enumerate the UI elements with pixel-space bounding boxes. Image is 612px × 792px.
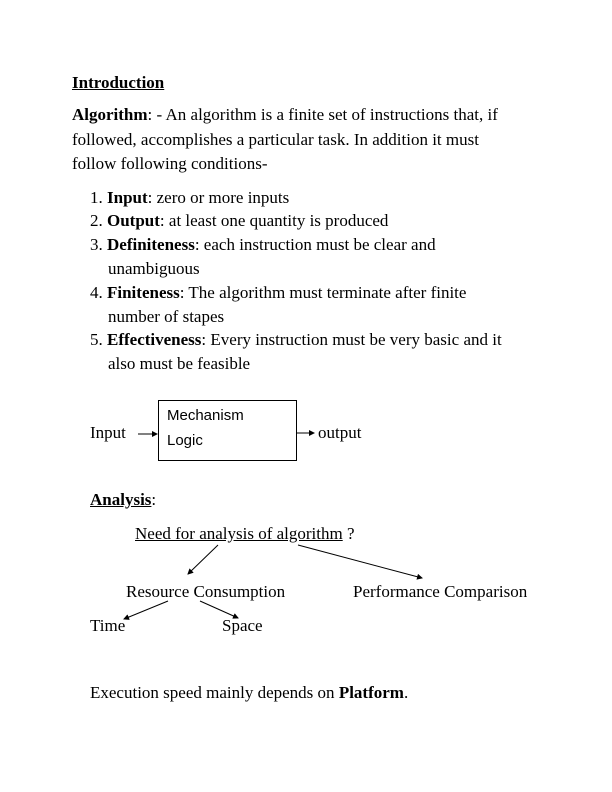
condition-item-3-continued: unambiguous: [108, 259, 200, 278]
algorithm-paragraph-line-2: followed, accomplishes a particular task. In addition it must: [72, 130, 479, 149]
analysis-question: Need for analysis of algorithm: [135, 524, 343, 543]
arrow-to-resource: [188, 545, 218, 574]
diagram-output-label: output: [318, 423, 362, 442]
statement-text: Execution speed mainly depends on: [90, 683, 339, 702]
diagram-box-line-2: Logic: [167, 432, 203, 449]
algorithm-paragraph-line-3: follow following conditions-: [72, 154, 268, 173]
condition-term: Definiteness: [107, 235, 195, 254]
condition-number: 3.: [90, 235, 103, 254]
resource-consumption-node: Resource Consumption: [126, 582, 286, 601]
time-node: Time: [90, 616, 126, 635]
arrow-to-space: [200, 601, 238, 618]
diagram-input-label: Input: [90, 423, 126, 442]
condition-item-5-continued: also must be feasible: [108, 354, 251, 373]
analysis-title: Analysis: [90, 490, 152, 509]
condition-number: 2.: [90, 211, 103, 230]
condition-item-4-continued: number of stapes: [108, 307, 225, 326]
condition-term: Input: [107, 188, 148, 207]
performance-comparison-node: Performance Comparison: [353, 582, 528, 601]
condition-term: Finiteness: [107, 283, 180, 302]
statement-period: .: [403, 683, 409, 702]
algorithm-term: Algorithm: [72, 105, 148, 124]
condition-term: Effectiveness: [107, 330, 202, 349]
condition-text: : zero or more inputs: [147, 188, 290, 207]
condition-number: 1.: [90, 188, 103, 207]
diagram-box-line-1: Mechanism: [167, 407, 244, 424]
condition-text: : Every instruction must be very basic and it: [201, 330, 502, 349]
arrow-to-time: [124, 601, 168, 619]
space-node: Space: [222, 616, 263, 635]
condition-number: 5.: [90, 330, 103, 349]
execution-speed-statement: [90, 683, 408, 703]
platform-term: Platform: [338, 683, 404, 702]
condition-text: : at least one quantity is produced: [159, 211, 389, 230]
condition-text: : The algorithm must terminate after finite: [179, 283, 467, 302]
condition-term: Output: [107, 211, 160, 230]
section-heading: Introduction: [72, 73, 165, 92]
analysis-question-mark: ?: [342, 524, 355, 543]
algorithm-text-1: : - An algorithm is a finite set of instructions that, if: [147, 105, 498, 124]
arrow-to-performance: [298, 545, 422, 578]
condition-number: 4.: [90, 283, 103, 302]
condition-text: : each instruction must be clear and: [194, 235, 436, 254]
analysis-colon: :: [151, 490, 157, 509]
